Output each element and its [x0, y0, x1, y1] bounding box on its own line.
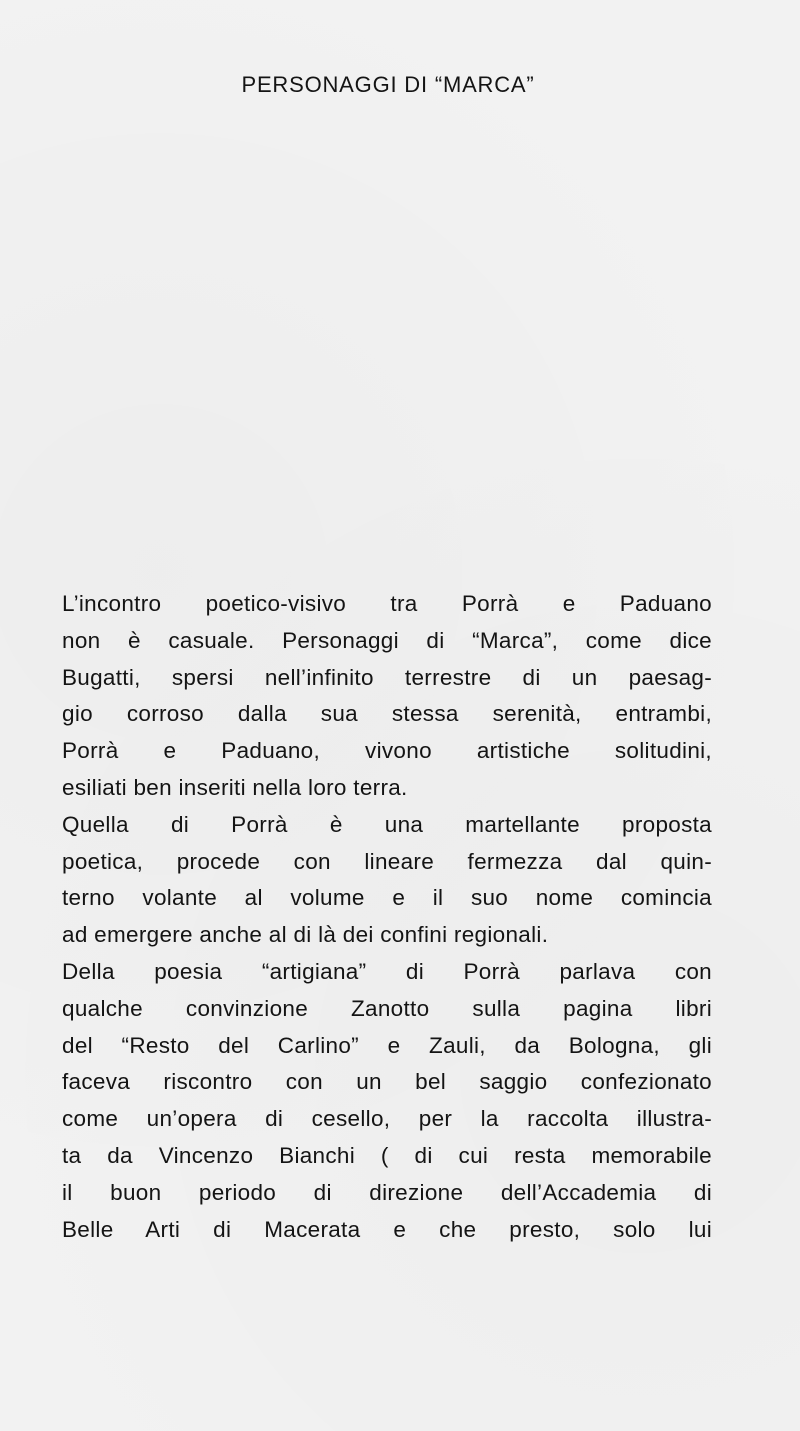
text-line: Della poesia “artigiana” di Porrà parlava con [62, 958, 712, 984]
text-line: Quella di Porrà è una martellante proposta [62, 811, 712, 837]
text-line: ad emergere anche al di là dei confini regionali. [62, 922, 549, 948]
text-line: del “Resto del Carlino” e Zauli, da Bologna, gli [62, 1032, 712, 1058]
body-text [62, 586, 712, 1248]
page-title: PERSONAGGI DI “MARCA” [241, 72, 535, 97]
text-line: il buon periodo di direzione dell’Accademia di [62, 1179, 712, 1205]
text-line: ta da Vincenzo Bianchi ( di cui resta memorabile [62, 1142, 712, 1168]
text-line: poetica, procede con lineare fermezza dal quin- [62, 848, 712, 874]
text-line: gio corroso dalla sua stessa serenità, entrambi, [62, 701, 712, 727]
text-line: qualche convinzione Zanotto sulla pagina libri [62, 995, 712, 1021]
text-line: L’incontro poetico-visivo tra Porrà e Paduano [62, 591, 712, 616]
text-line: come un’opera di cesello, per la raccolta illustra- [62, 1106, 712, 1132]
text-line: non è casuale. Personaggi di “Marca”, come dice [62, 627, 712, 653]
text-line: Belle Arti di Macerata e che presto, solo lui [62, 1216, 712, 1242]
text-line: Porrà e Paduano, vivono artistiche solitudini, [62, 738, 712, 764]
text-line: terno volante al volume e il suo nome comincia [62, 885, 712, 911]
text-line: faceva riscontro con un bel saggio confezionato [62, 1069, 712, 1095]
text-line: esiliati ben inseriti nella loro terra. [62, 774, 408, 800]
text-line: Bugatti, spersi nell’infinito terrestre di un paesag- [62, 664, 712, 690]
